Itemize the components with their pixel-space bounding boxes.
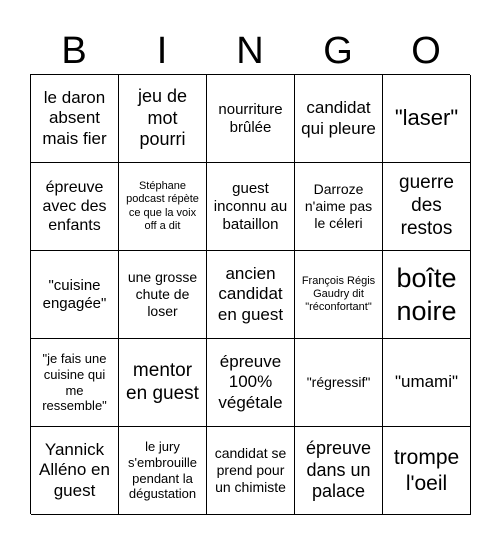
cell-text: guerre des restos	[399, 172, 454, 239]
bingo-cell[interactable]	[119, 251, 207, 339]
cell-text: "je fais une cuisine qui me ressemble"	[42, 351, 107, 414]
cell-text: François Régis Gaudry dit "réconfortant"	[301, 274, 376, 314]
bingo-cell[interactable]	[119, 427, 207, 515]
cell-text: Yannick Alléno en guest	[39, 439, 110, 500]
bingo-cell[interactable]	[295, 163, 383, 251]
bingo-cell[interactable]	[383, 339, 471, 427]
cell-text: nourriture brûlée	[218, 100, 283, 136]
bingo-cell[interactable]	[31, 339, 119, 427]
cell-text: ancien candidat en guest	[217, 263, 284, 324]
bingo-cell[interactable]	[119, 75, 207, 163]
bingo-cell[interactable]	[31, 427, 119, 515]
bingo-cell[interactable]	[207, 251, 295, 339]
cell-text: épreuve 100% végétale	[218, 351, 283, 412]
cell-text: "laser"	[394, 105, 459, 131]
cell-text: candidat se prend pour un chimiste	[214, 445, 287, 495]
header-letter: O	[411, 29, 441, 72]
cell-text: une grosse chute de loser	[127, 269, 198, 319]
bingo-cell[interactable]	[207, 163, 295, 251]
header-letter: I	[156, 29, 168, 72]
bingo-cell[interactable]	[31, 251, 119, 339]
cell-text: mentor en guest	[126, 359, 199, 404]
cell-text: jeu de mot pourri	[137, 86, 188, 150]
bingo-cell[interactable]	[383, 251, 471, 339]
bingo-header	[30, 28, 470, 74]
cell-text: candidat qui pleure	[301, 98, 376, 138]
bingo-cell[interactable]	[295, 339, 383, 427]
bingo-cell[interactable]	[295, 75, 383, 163]
bingo-cell[interactable]	[383, 427, 471, 515]
bingo-cell[interactable]	[119, 339, 207, 427]
bingo-cell[interactable]	[295, 427, 383, 515]
bingo-cell[interactable]	[31, 163, 119, 251]
cell-text: trompe l'oeil	[393, 446, 460, 495]
bingo-cell[interactable]	[207, 339, 295, 427]
cell-text: guest inconnu au bataillon	[213, 179, 288, 233]
cell-text: boîte noire	[396, 263, 457, 326]
bingo-cell[interactable]	[295, 251, 383, 339]
cell-text: Darroze n'aime pas le céleri	[304, 181, 373, 231]
header-letter: G	[323, 29, 353, 72]
bingo-grid	[30, 74, 470, 514]
bingo-cell[interactable]	[207, 427, 295, 515]
bingo-cell[interactable]	[207, 75, 295, 163]
cell-text: épreuve dans un palace	[305, 438, 372, 502]
cell-text: le daron absent mais fier	[42, 87, 107, 148]
bingo-cell[interactable]	[383, 75, 471, 163]
cell-text: "régressif"	[306, 374, 371, 391]
header-letter: B	[61, 29, 87, 72]
cell-text: "umami"	[394, 372, 459, 392]
bingo-cell[interactable]	[31, 75, 119, 163]
cell-text: Stéphane podcast répète ce que la voix off a dit	[126, 180, 199, 232]
cell-text: le jury s'embrouille pendant la dégustation	[128, 439, 197, 502]
header-letter: N	[236, 29, 264, 72]
cell-text: "cuisine engagée"	[42, 276, 107, 312]
bingo-cell[interactable]	[119, 163, 207, 251]
cell-text: épreuve avec des enfants	[42, 178, 107, 235]
bingo-cell[interactable]	[383, 163, 471, 251]
